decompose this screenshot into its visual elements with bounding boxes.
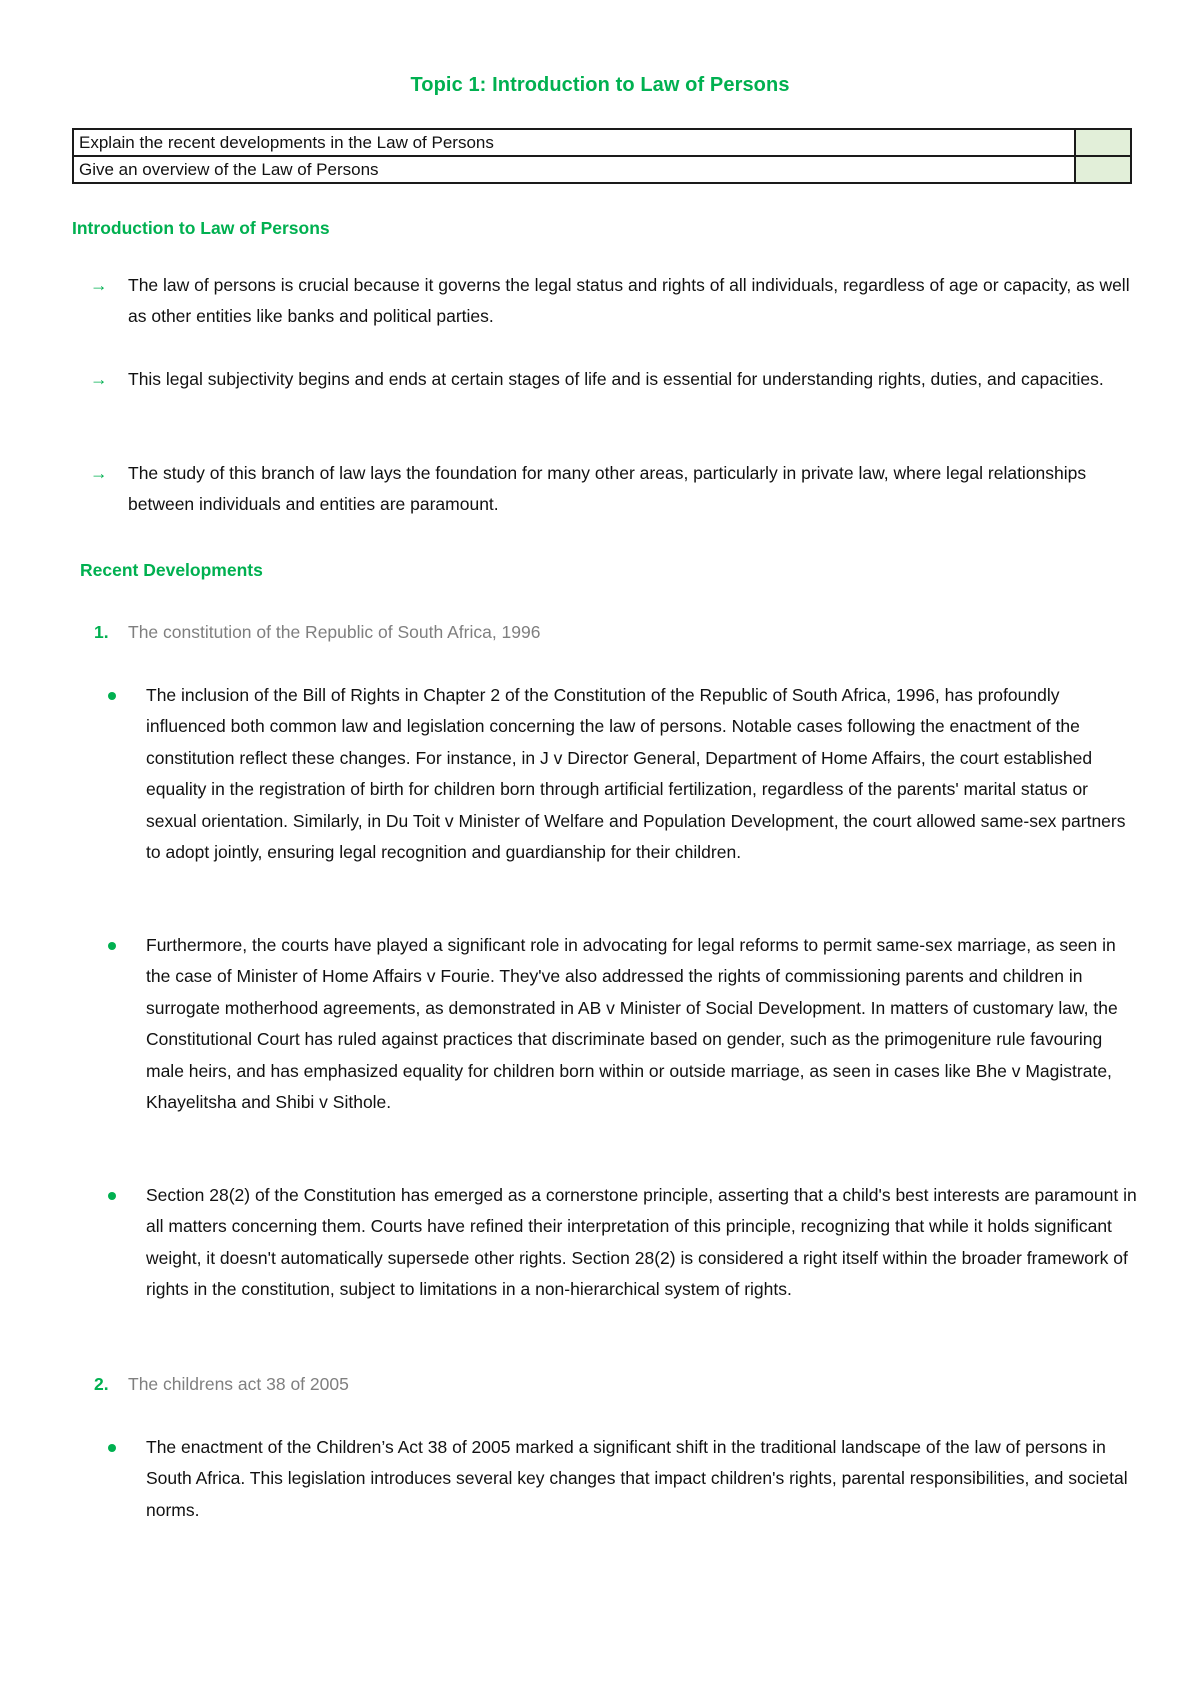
list-item-text: The study of this branch of law lays the foundation for many other areas, particularly in private law, where legal relationships between individuals and entities are paramount. (128, 463, 1087, 514)
bullet-icon (108, 942, 116, 950)
bullet-icon (108, 1192, 116, 1200)
section-heading-constitution (94, 622, 540, 643)
list-item-text: The inclusion of the Bill of Rights in Chapter 2 of the Constitution of the Republic of South Africa, 1996, has profoundly influenced both common law and legislation concerning the law of persons. Notable cases following the enactment of the constitution reflect these changes. For instance, in J v Director General, Department of Home Affairs, the court established equality in the registration of birth for children born through artificial fertilization, regardless of the parents' marital status or sexual orientation. Similarly, in Du Toit v Minister of Welfare and Population Development, the court allowed same-sex partners to adopt jointly, ensuring legal recognition and guardianship for their children. (146, 685, 1126, 863)
list-item-text: This legal subjectivity begins and ends at certain stages of life and is essential for understanding rights, duties, and capacities. (128, 369, 1104, 389)
list-item (90, 364, 1140, 395)
arrow-right-icon: → (90, 369, 108, 389)
section-title: The childrens act 38 of 2005 (128, 1374, 349, 1394)
objective-text: Give an overview of the Law of Persons (73, 156, 1075, 183)
recent-developments-heading: Recent Developments (80, 560, 263, 580)
list-item (106, 680, 1140, 868)
section-number: 1. (94, 622, 109, 642)
section-title: The constitution of the Republic of South Africa, 1996 (128, 622, 541, 642)
list-item (106, 1432, 1140, 1526)
list-item-text: Section 28(2) of the Constitution has emerged as a cornerstone principle, asserting that a child's best interests are paramount in all matters concerning them. Courts have refined their interpretation of this principle, recognizing that while it holds significant weight, it doesn't automatically supersede other rights. Section 28(2) is considered a right itself within the broader framework of rights in the constitution, subject to limitations in a non-hierarchical system of rights. (146, 1185, 1137, 1300)
bullet-icon (108, 692, 116, 700)
objective-checkbox-cell[interactable] (1075, 156, 1131, 183)
list-item-text: The enactment of the Children’s Act 38 of 2005 marked a significant shift in the traditional landscape of the law of persons in South Africa. This legislation introduces several key changes that impact children's rights, parental responsibilities, and societal norms. (146, 1437, 1128, 1520)
arrow-right-icon: → (90, 463, 108, 483)
objective-row (73, 129, 1131, 156)
list-item-text: The law of persons is crucial because it governs the legal status and rights of all individuals, regardless of age or capacity, as well as other entities like banks and political parties. (128, 275, 1130, 326)
list-item (106, 1180, 1140, 1306)
list-item-text: Furthermore, the courts have played a significant role in advocating for legal reforms to permit same-sex marriage, as seen in the case of Minister of Home Affairs v Fourie. They've also addressed the rights of commissioning parents and children in surrogate motherhood agreements, as demonstrated in AB v Minister of Social Development. In matters of customary law, the Constitutional Court has ruled against practices that discriminate based on gender, such as the primogeniture rule favouring male heirs, and has emphasized equality for children born within or outside marriage, as seen in cases like Bhe v Magistrate, Khayelitsha and Shibi v Sithole. (146, 935, 1118, 1113)
objective-row (73, 156, 1131, 183)
objective-text: Explain the recent developments in the Law of Persons (73, 129, 1075, 156)
section-number: 2. (94, 1374, 109, 1394)
arrow-right-icon: → (90, 275, 108, 295)
list-item (90, 458, 1140, 520)
objective-checkbox-cell[interactable] (1075, 129, 1131, 156)
objectives-table (72, 128, 1132, 184)
list-item (90, 270, 1140, 332)
list-item (106, 930, 1140, 1118)
bullet-icon (108, 1444, 116, 1452)
intro-heading: Introduction to Law of Persons (72, 218, 330, 238)
document-title: Topic 1: Introduction to Law of Persons (410, 74, 790, 96)
section-heading-childrens-act (94, 1374, 349, 1395)
